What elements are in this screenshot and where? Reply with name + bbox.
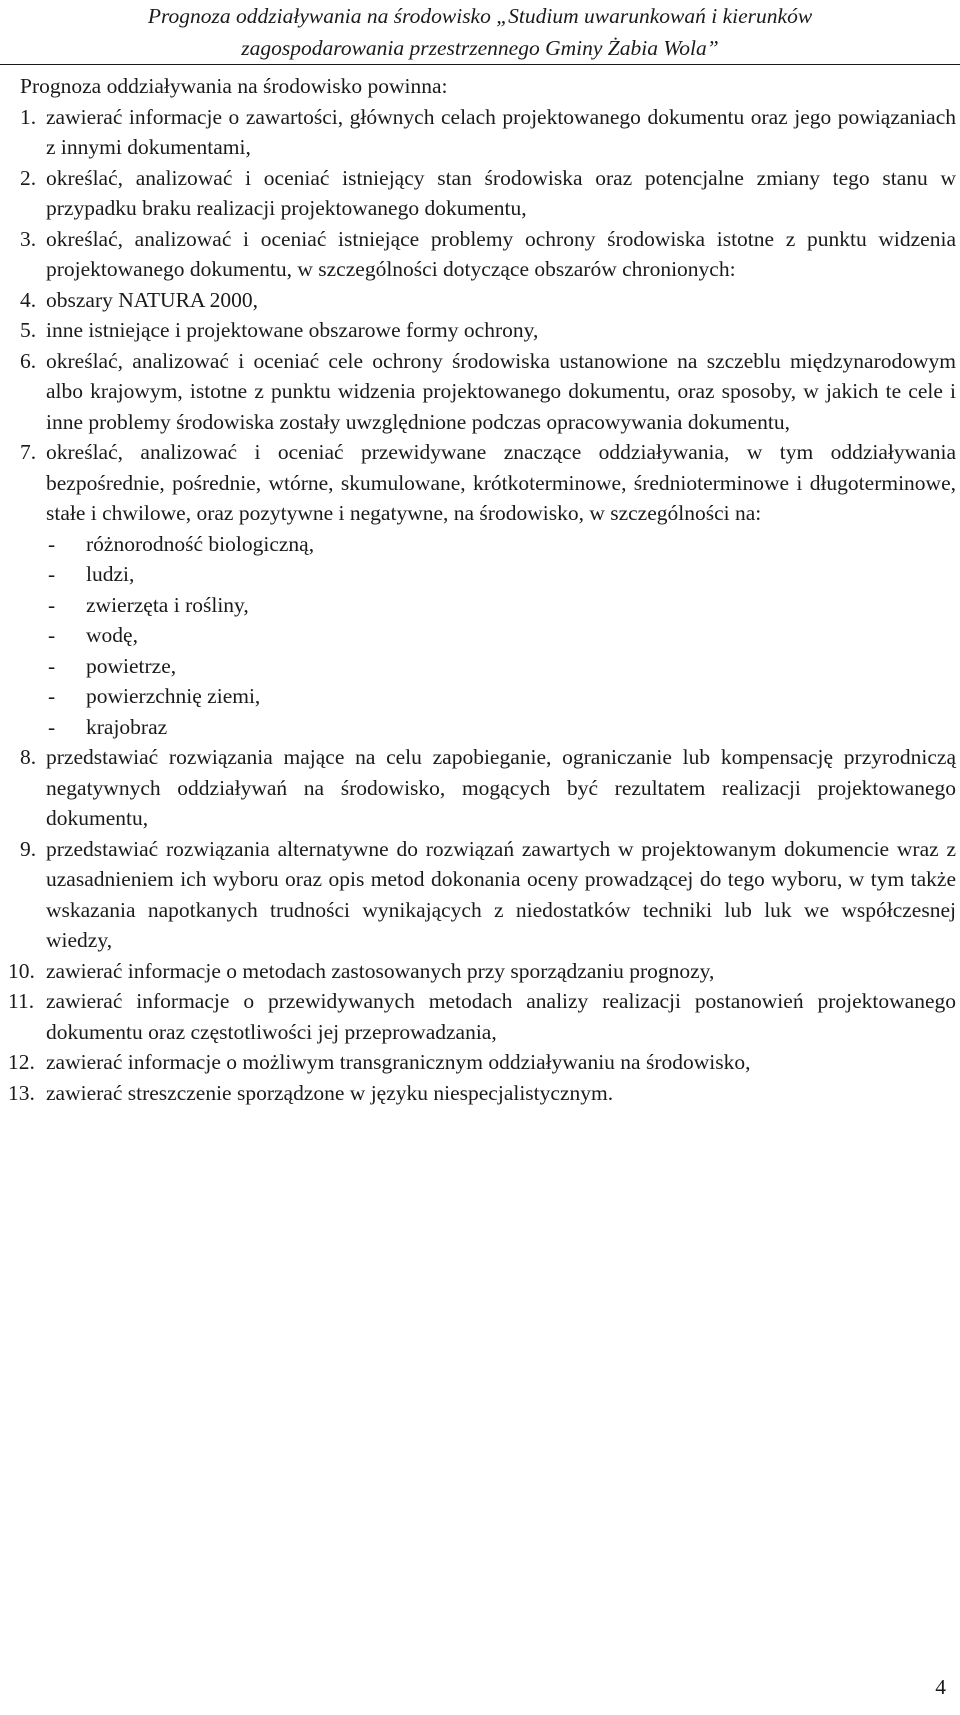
sublist-item <box>46 681 956 712</box>
item-number: 8. <box>20 745 37 769</box>
sublist-item-text: ludzi, <box>86 562 135 586</box>
impact-sublist <box>46 529 956 743</box>
item-number: 3. <box>20 226 37 251</box>
sublist-item <box>46 651 956 682</box>
item-number: 1. <box>20 104 37 129</box>
item-text: określać, analizować i oceniać istniejące problemy ochrony środowiska istotne z punktu widzenia projektowanego dokumentu, w szczególności dotyczące obszarów chronionych: <box>46 226 956 281</box>
item-text: zawierać informacje o przewidywanych metodach analizy realizacji postanowień projektowanego dokumentu oraz częstotliwości jej przeprowadzania, <box>46 989 956 1044</box>
sublist-item <box>46 529 956 560</box>
item-text: określać, analizować i oceniać przewidywane znaczące oddziaływania, w tym oddziaływania bezpośrednie, pośrednie, wtórne, skumulowane, krótkoterminowe, średnioterminowe i długoterminowe, stałe i chwilowe, oraz pozytywne i negatywne, na środowisko, w szczególności na: <box>46 440 956 525</box>
item-number: 11. <box>8 989 35 1013</box>
sublist-item-text: krajobraz <box>86 714 168 739</box>
dash-bullet: - <box>48 562 56 586</box>
item-text: określać, analizować i oceniać cele ochrony środowiska ustanowione na szczeblu międzynarodowym albo krajowym, istotne z punktu widzenia projektowanego dokumentu, oraz sposoby, w jakich te cele i inne problemy środowiska zostały uwzględnione podczas opracowywania dokumentu, <box>46 348 956 434</box>
item-text: zawierać informacje o zawartości, głównych celach projektowanego dokumentu oraz jego powiązaniach z innymi dokumentami, <box>46 104 956 159</box>
item-text: zawierać informacje o metodach zastosowanych przy sporządzaniu prognozy, <box>46 958 715 983</box>
item-text: zawierać streszczenie sporządzone w języku niespecjalistycznym. <box>46 1080 614 1105</box>
item-text: przedstawiać rozwiązania mające na celu zapobieganie, ograniczanie lub kompensację przyrodniczą negatywnych oddziaływań na środowisko, mogących być rezultatem realizacji projektowanego dokumentu, <box>46 745 956 830</box>
list-item <box>20 285 956 316</box>
list-item <box>20 834 956 956</box>
item-number: 10. <box>8 958 35 983</box>
list-item <box>20 315 956 346</box>
item-text: określać, analizować i oceniać istniejący stan środowiska oraz potencjalne zmiany tego stanu w przypadku braku realizacji projektowanego dokumentu, <box>46 165 956 220</box>
sublist-item-text: różnorodność biologiczną, <box>86 531 315 556</box>
item-number: 6. <box>20 348 37 373</box>
list-item <box>20 742 956 834</box>
list-item <box>20 102 956 163</box>
item-number: 13. <box>8 1080 35 1105</box>
sublist-item <box>46 590 956 621</box>
sublist-item <box>46 712 956 743</box>
list-item <box>8 1047 956 1078</box>
sublist-item <box>46 559 956 590</box>
requirements-list <box>8 102 956 1109</box>
page-number: 4 <box>935 1675 946 1699</box>
list-item <box>20 346 956 438</box>
list-item <box>8 1078 956 1109</box>
item-text: przedstawiać rozwiązania alternatywne do rozwiązań zawartych w projektowanym dokumencie wraz z uzasadnieniem ich wyboru oraz opis metod dokonania oceny prowadzącej do tego wyboru, w tym także wskazania napotkanych trudności wynikających z niedostatków techniki lub luk we współczesnej wiedzy, <box>46 836 956 952</box>
running-header <box>0 0 960 64</box>
sublist-item-text: zwierzęta i rośliny, <box>86 592 249 617</box>
dash-bullet: - <box>48 592 56 617</box>
dash-bullet: - <box>48 531 56 556</box>
sublist-item-text: powietrze, <box>86 653 177 678</box>
sublist-item-text: powierzchnię ziemi, <box>86 684 261 708</box>
item-number: 2. <box>20 165 37 190</box>
header-divider <box>0 64 960 65</box>
sublist-item-text: wodę, <box>86 623 138 647</box>
item-text: zawierać informacje o możliwym transgranicznym oddziaływaniu na środowisko, <box>46 1050 751 1074</box>
sublist-item <box>46 620 956 651</box>
list-item <box>8 986 956 1047</box>
item-number: 7. <box>20 440 37 464</box>
item-text: inne istniejące i projektowane obszarowe formy ochrony, <box>46 318 539 342</box>
item-number: 4. <box>20 287 37 312</box>
item-text: obszary NATURA 2000, <box>46 287 258 312</box>
item-number: 9. <box>20 836 37 861</box>
list-item <box>8 956 956 987</box>
list-item <box>20 437 956 742</box>
document-body <box>8 71 956 1108</box>
dash-bullet: - <box>48 714 56 739</box>
dash-bullet: - <box>48 623 56 647</box>
intro-paragraph: Prognoza oddziaływania na środowisko powinna: <box>20 74 448 98</box>
header-line-1: Prognoza oddziaływania na środowisko „Studium uwarunkowań i kierunków <box>147 4 813 28</box>
list-item <box>20 163 956 224</box>
dash-bullet: - <box>48 684 56 708</box>
list-item <box>20 224 956 285</box>
dash-bullet: - <box>48 653 56 678</box>
header-line-2: zagospodarowania przestrzennego Gminy Żabia Wola” <box>241 36 719 60</box>
item-number: 12. <box>8 1050 35 1074</box>
item-number: 5. <box>20 318 37 342</box>
